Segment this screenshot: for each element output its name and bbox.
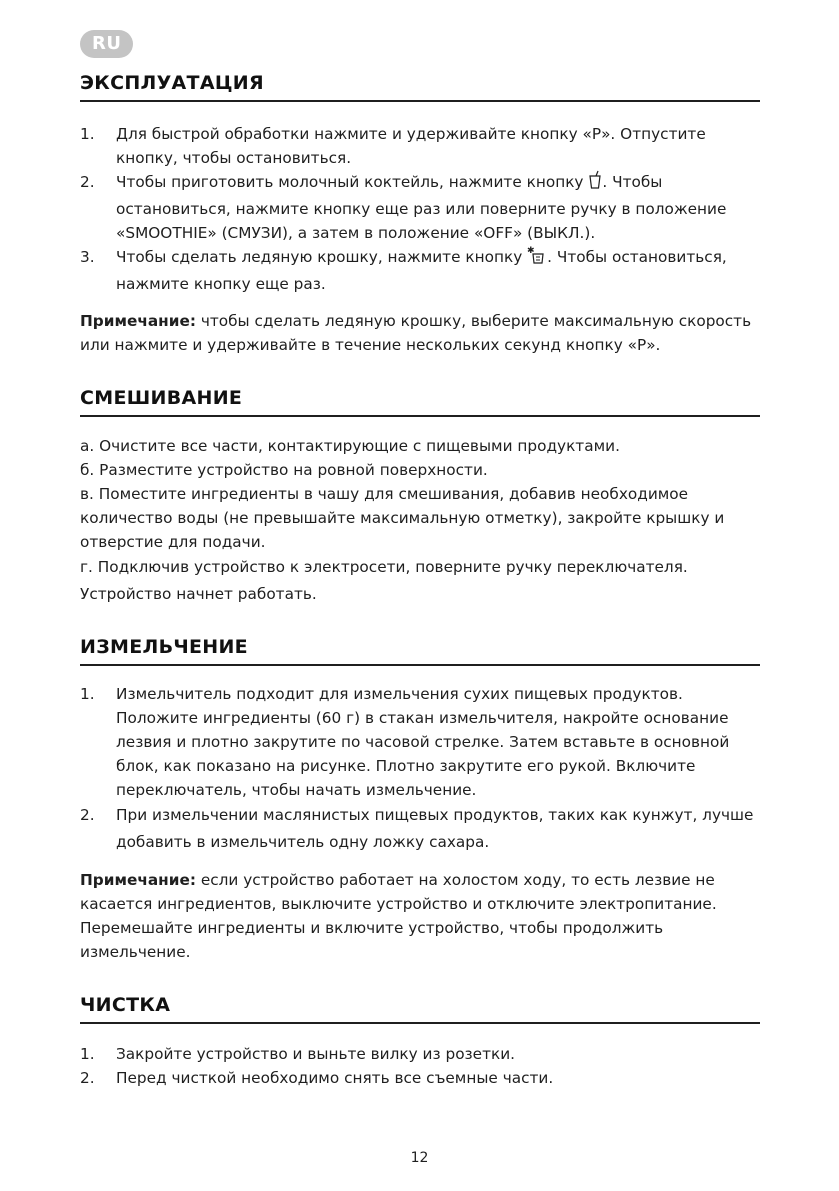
list-item xyxy=(80,122,760,170)
step-text: Закройте устройство и выньте вилку из розетки. xyxy=(116,1045,516,1063)
list-item xyxy=(80,682,760,802)
step-number: 1. xyxy=(80,125,95,143)
note-label: Примечание: xyxy=(80,871,196,889)
note-label: Примечание: xyxy=(80,312,196,330)
paragraph: г. Подключив устройство к электросети, поверните ручку переключателя. Устройство начнет работать. xyxy=(80,558,688,603)
list-item xyxy=(80,1066,760,1090)
list-item xyxy=(80,802,760,856)
cleaning-steps xyxy=(80,1042,760,1090)
blending-paragraphs xyxy=(80,434,760,608)
step-number: 2. xyxy=(80,806,95,824)
list-item xyxy=(80,245,760,296)
grinding-note xyxy=(80,868,760,964)
section-title-operation: ЭКСПЛУАТАЦИЯ xyxy=(80,72,760,102)
paragraph: в. Поместите ингредиенты в чашу для смешивания, добавив необходимое количество воды (не превышайте максимальную отметку), закройте крышку и отверстие для подачи. xyxy=(80,485,725,551)
list-item xyxy=(80,170,760,245)
operation-note xyxy=(80,309,760,357)
operation-steps xyxy=(80,122,760,296)
section-title-blending: СМЕШИВАНИЕ xyxy=(80,387,760,417)
step-text: Чтобы сделать ледяную крошку, нажмите кнопку xyxy=(116,248,523,266)
section-title-cleaning: ЧИСТКА xyxy=(80,994,760,1024)
ice-crush-icon xyxy=(527,245,547,272)
paragraph: а. Очистите все части, контактирующие с пищевыми продуктами. xyxy=(80,437,620,455)
step-text: Для быстрой обработки нажмите и удерживайте кнопку «P». Отпустите кнопку, чтобы остановиться. xyxy=(116,125,706,167)
list-item xyxy=(80,1042,760,1066)
step-number: 1. xyxy=(80,685,95,703)
step-text: . Чтобы остановиться, нажмите кнопку еще раз или поверните ручку в положение «SMOOTHIE» (СМУЗИ), а затем в положение «OFF» (ВЫКЛ.). xyxy=(116,173,727,242)
note-text: чтобы сделать ледяную крошку, выберите максимальную скорость или нажмите и удерживайте в течение нескольких секунд кнопку «P». xyxy=(80,312,752,354)
step-text: Чтобы приготовить молочный коктейль, нажмите кнопку xyxy=(116,173,584,191)
step-text: При измельчении маслянистых пищевых продуктов, таких как кунжут, лучше добавить в измельчитель одну ложку сахара. xyxy=(116,806,754,851)
paragraph: б. Разместите устройство на ровной поверхности. xyxy=(80,461,488,479)
step-number: 3. xyxy=(80,248,95,266)
step-text: Перед чисткой необходимо снять все съемные части. xyxy=(116,1069,554,1087)
grinding-steps xyxy=(80,682,760,856)
section-title-grinding: ИЗМЕЛЬЧЕНИЕ xyxy=(80,636,760,666)
svg-text:✱: ✱ xyxy=(527,246,535,256)
manual-page xyxy=(80,30,760,1090)
step-number: 2. xyxy=(80,1069,95,1087)
step-number: 1. xyxy=(80,1045,95,1063)
step-text: Измельчитель подходит для измельчения сухих пищевых продуктов. Положите ингредиенты (60 г) в стакан измельчителя, накройте основание лезвия и плотно закрутите по часовой стрелке. Затем вставьте в основной блок, как показано на рисунке. Плотно закрутите его рукой. Включите переключатель, чтобы начать измельчение. xyxy=(116,685,730,799)
page-number: 12 xyxy=(410,1150,429,1166)
step-text: . Чтобы остановиться, нажмите кнопку еще раз. xyxy=(116,248,727,293)
language-badge: RU xyxy=(80,30,133,58)
step-number: 2. xyxy=(80,173,95,191)
note-text: если устройство работает на холостом ходу, то есть лезвие не касается ингредиентов, выключите устройство и отключите электропитание. Перемешайте ингредиенты и включите устройство, чтобы продолжить измельчение. xyxy=(80,871,717,961)
cup-icon xyxy=(588,170,602,197)
